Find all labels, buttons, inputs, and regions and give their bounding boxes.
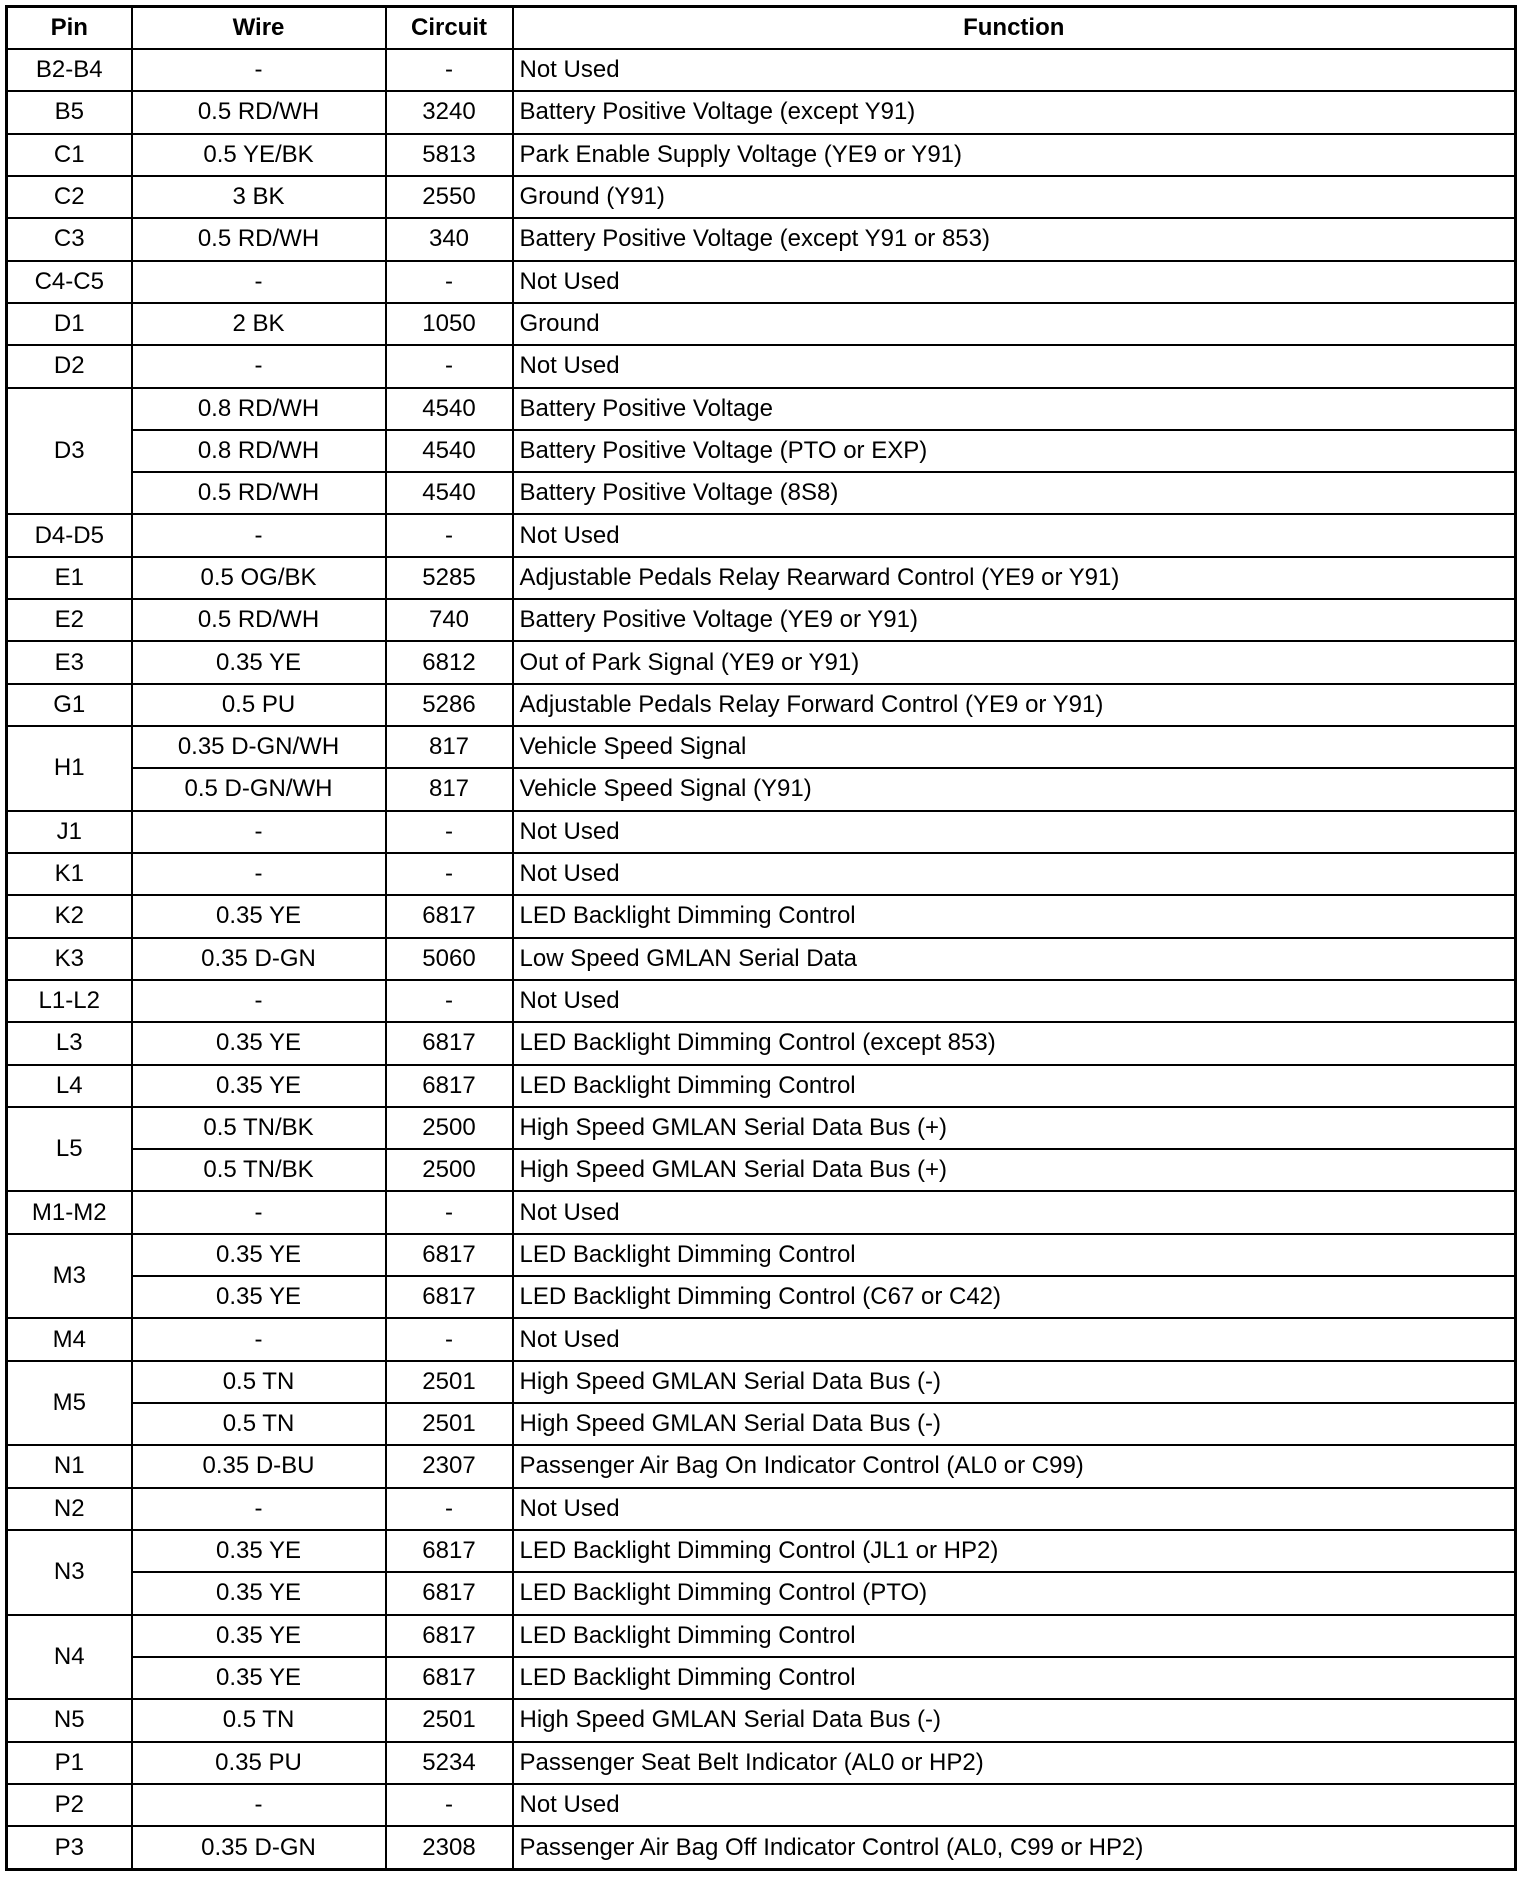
wire-cell: - <box>132 514 386 556</box>
table-row <box>7 261 1516 303</box>
function-cell: Low Speed GMLAN Serial Data <box>513 938 1516 980</box>
circuit-cell: - <box>386 853 513 895</box>
function-cell: LED Backlight Dimming Control <box>513 1065 1516 1107</box>
table-row <box>7 980 1516 1022</box>
wire-cell: 0.35 PU <box>132 1742 386 1784</box>
function-cell: Battery Positive Voltage (PTO or EXP) <box>513 430 1516 472</box>
circuit-cell: - <box>386 1318 513 1360</box>
wire-cell: 0.5 RD/WH <box>132 472 386 514</box>
circuit-cell: 817 <box>386 768 513 810</box>
table-row <box>7 895 1516 937</box>
pin-cell: M1-M2 <box>7 1191 132 1233</box>
wire-cell: 0.35 D-GN/WH <box>132 726 386 768</box>
pin-cell: P2 <box>7 1784 132 1826</box>
function-cell: High Speed GMLAN Serial Data Bus (+) <box>513 1149 1516 1191</box>
table-row <box>7 1488 1516 1530</box>
wire-cell: 0.35 YE <box>132 641 386 683</box>
function-cell: Passenger Air Bag On Indicator Control (AL0 or C99) <box>513 1445 1516 1487</box>
pin-cell: D4-D5 <box>7 514 132 556</box>
wire-cell: - <box>132 345 386 387</box>
wire-cell: - <box>132 49 386 91</box>
circuit-cell: 2501 <box>386 1361 513 1403</box>
function-cell: Not Used <box>513 853 1516 895</box>
wire-cell: - <box>132 853 386 895</box>
function-cell: High Speed GMLAN Serial Data Bus (+) <box>513 1107 1516 1149</box>
function-cell: Not Used <box>513 811 1516 853</box>
circuit-cell: 6817 <box>386 1022 513 1064</box>
table-row <box>7 1234 1516 1276</box>
pin-cell: D3 <box>7 388 132 515</box>
circuit-cell: 2307 <box>386 1445 513 1487</box>
function-cell: Vehicle Speed Signal <box>513 726 1516 768</box>
table-row <box>7 641 1516 683</box>
wire-cell: 0.35 YE <box>132 1657 386 1699</box>
function-cell: Battery Positive Voltage (YE9 or Y91) <box>513 599 1516 641</box>
table-row <box>7 768 1516 810</box>
pin-cell: H1 <box>7 726 132 811</box>
circuit-cell: 5813 <box>386 134 513 176</box>
wire-cell: 0.35 YE <box>132 1022 386 1064</box>
pin-cell: P3 <box>7 1826 132 1869</box>
function-cell: Not Used <box>513 514 1516 556</box>
circuit-cell: - <box>386 49 513 91</box>
circuit-cell: 4540 <box>386 472 513 514</box>
wire-cell: 0.5 RD/WH <box>132 91 386 133</box>
table-row <box>7 134 1516 176</box>
table-row <box>7 430 1516 472</box>
table-row <box>7 514 1516 556</box>
function-cell: LED Backlight Dimming Control (C67 or C42) <box>513 1276 1516 1318</box>
table-row <box>7 1445 1516 1487</box>
function-cell: Not Used <box>513 980 1516 1022</box>
wire-cell: - <box>132 1318 386 1360</box>
wire-cell: 0.8 RD/WH <box>132 430 386 472</box>
wire-cell: 0.5 TN <box>132 1699 386 1741</box>
function-cell: Battery Positive Voltage (8S8) <box>513 472 1516 514</box>
table-row <box>7 1191 1516 1233</box>
circuit-cell: - <box>386 1784 513 1826</box>
header-pin: Pin <box>7 7 132 50</box>
wire-cell: 2 BK <box>132 303 386 345</box>
pin-cell: P1 <box>7 1742 132 1784</box>
circuit-cell: 4540 <box>386 430 513 472</box>
circuit-cell: - <box>386 1191 513 1233</box>
circuit-cell: 5234 <box>386 1742 513 1784</box>
circuit-cell: 6817 <box>386 1276 513 1318</box>
header-circuit: Circuit <box>386 7 513 50</box>
circuit-cell: 6817 <box>386 1572 513 1614</box>
pin-cell: D1 <box>7 303 132 345</box>
pin-cell: M4 <box>7 1318 132 1360</box>
circuit-cell: 340 <box>386 218 513 260</box>
connector-pinout-table <box>5 5 1517 1871</box>
function-cell: Ground <box>513 303 1516 345</box>
pin-cell: C2 <box>7 176 132 218</box>
function-cell: Battery Positive Voltage (except Y91 or 853) <box>513 218 1516 260</box>
table-row <box>7 853 1516 895</box>
circuit-cell: 5285 <box>386 557 513 599</box>
wire-cell: - <box>132 1784 386 1826</box>
wire-cell: 0.35 YE <box>132 1572 386 1614</box>
circuit-cell: 2500 <box>386 1149 513 1191</box>
table-row <box>7 176 1516 218</box>
table-row <box>7 599 1516 641</box>
pin-cell: N2 <box>7 1488 132 1530</box>
circuit-cell: - <box>386 811 513 853</box>
table-row <box>7 1615 1516 1657</box>
table-row <box>7 1826 1516 1869</box>
function-cell: Not Used <box>513 1191 1516 1233</box>
wire-cell: 0.35 YE <box>132 1065 386 1107</box>
pin-cell: E2 <box>7 599 132 641</box>
circuit-cell: - <box>386 980 513 1022</box>
pin-cell: K2 <box>7 895 132 937</box>
function-cell: Vehicle Speed Signal (Y91) <box>513 768 1516 810</box>
function-cell: Out of Park Signal (YE9 or Y91) <box>513 641 1516 683</box>
pin-cell: L5 <box>7 1107 132 1192</box>
wire-cell: 0.5 TN <box>132 1361 386 1403</box>
circuit-cell: 6817 <box>386 1065 513 1107</box>
function-cell: Not Used <box>513 261 1516 303</box>
wire-cell: 3 BK <box>132 176 386 218</box>
wire-cell: 0.8 RD/WH <box>132 388 386 430</box>
circuit-cell: 1050 <box>386 303 513 345</box>
table-row <box>7 1276 1516 1318</box>
function-cell: Not Used <box>513 49 1516 91</box>
function-cell: Park Enable Supply Voltage (YE9 or Y91) <box>513 134 1516 176</box>
circuit-cell: 4540 <box>386 388 513 430</box>
function-cell: Adjustable Pedals Relay Rearward Control (YE9 or Y91) <box>513 557 1516 599</box>
pin-cell: K3 <box>7 938 132 980</box>
pin-cell: B5 <box>7 91 132 133</box>
table-row <box>7 1403 1516 1445</box>
wire-cell: 0.35 D-GN <box>132 938 386 980</box>
function-cell: LED Backlight Dimming Control (PTO) <box>513 1572 1516 1614</box>
table-row <box>7 388 1516 430</box>
wire-cell: 0.5 TN/BK <box>132 1149 386 1191</box>
pin-cell: G1 <box>7 684 132 726</box>
pin-cell: N1 <box>7 1445 132 1487</box>
circuit-cell: 6817 <box>386 1657 513 1699</box>
table-header-row <box>7 7 1516 50</box>
pin-cell: E1 <box>7 557 132 599</box>
function-cell: Not Used <box>513 1784 1516 1826</box>
function-cell: Battery Positive Voltage <box>513 388 1516 430</box>
header-wire: Wire <box>132 7 386 50</box>
circuit-cell: 817 <box>386 726 513 768</box>
function-cell: Passenger Air Bag Off Indicator Control (AL0, C99 or HP2) <box>513 1826 1516 1869</box>
wire-cell: 0.5 RD/WH <box>132 599 386 641</box>
table-row <box>7 1361 1516 1403</box>
wire-cell: 0.35 YE <box>132 1276 386 1318</box>
pin-cell: M3 <box>7 1234 132 1319</box>
function-cell: High Speed GMLAN Serial Data Bus (-) <box>513 1699 1516 1741</box>
table-row <box>7 345 1516 387</box>
table-row <box>7 1318 1516 1360</box>
circuit-cell: 6817 <box>386 895 513 937</box>
table-row <box>7 811 1516 853</box>
table-row <box>7 726 1516 768</box>
pin-cell: C1 <box>7 134 132 176</box>
circuit-cell: 2308 <box>386 1826 513 1869</box>
table-row <box>7 684 1516 726</box>
circuit-cell: 5286 <box>386 684 513 726</box>
circuit-cell: 2501 <box>386 1699 513 1741</box>
wire-cell: 0.5 RD/WH <box>132 218 386 260</box>
header-function: Function <box>513 7 1516 50</box>
wire-cell: - <box>132 811 386 853</box>
wire-cell: 0.5 YE/BK <box>132 134 386 176</box>
wire-cell: - <box>132 1488 386 1530</box>
function-cell: High Speed GMLAN Serial Data Bus (-) <box>513 1403 1516 1445</box>
function-cell: Not Used <box>513 345 1516 387</box>
pin-cell: L1-L2 <box>7 980 132 1022</box>
function-cell: LED Backlight Dimming Control (except 853) <box>513 1022 1516 1064</box>
table-row <box>7 1699 1516 1741</box>
wire-cell: 0.35 YE <box>132 1530 386 1572</box>
function-cell: LED Backlight Dimming Control <box>513 895 1516 937</box>
circuit-cell: 6817 <box>386 1234 513 1276</box>
circuit-cell: - <box>386 1488 513 1530</box>
table-row <box>7 91 1516 133</box>
wire-cell: 0.35 YE <box>132 1615 386 1657</box>
pin-cell: J1 <box>7 811 132 853</box>
circuit-cell: 6817 <box>386 1530 513 1572</box>
circuit-cell: 5060 <box>386 938 513 980</box>
table-row <box>7 557 1516 599</box>
wire-cell: 0.35 YE <box>132 1234 386 1276</box>
function-cell: LED Backlight Dimming Control <box>513 1234 1516 1276</box>
circuit-cell: 6812 <box>386 641 513 683</box>
pin-cell: D2 <box>7 345 132 387</box>
circuit-cell: 2500 <box>386 1107 513 1149</box>
pin-cell: N3 <box>7 1530 132 1615</box>
table-row <box>7 1149 1516 1191</box>
wire-cell: 0.35 YE <box>132 895 386 937</box>
function-cell: LED Backlight Dimming Control <box>513 1657 1516 1699</box>
function-cell: Adjustable Pedals Relay Forward Control (YE9 or Y91) <box>513 684 1516 726</box>
function-cell: LED Backlight Dimming Control (JL1 or HP2) <box>513 1530 1516 1572</box>
table-row <box>7 1530 1516 1572</box>
table-row <box>7 1572 1516 1614</box>
table-row <box>7 1107 1516 1149</box>
circuit-cell: 740 <box>386 599 513 641</box>
pin-cell: L4 <box>7 1065 132 1107</box>
table-row <box>7 49 1516 91</box>
wire-cell: - <box>132 1191 386 1233</box>
pin-cell: K1 <box>7 853 132 895</box>
function-cell: Passenger Seat Belt Indicator (AL0 or HP2) <box>513 1742 1516 1784</box>
table-row <box>7 1657 1516 1699</box>
circuit-cell: 3240 <box>386 91 513 133</box>
wire-cell: 0.35 D-BU <box>132 1445 386 1487</box>
pin-cell: C3 <box>7 218 132 260</box>
function-cell: Not Used <box>513 1488 1516 1530</box>
wire-cell: 0.5 TN/BK <box>132 1107 386 1149</box>
table-row <box>7 218 1516 260</box>
pin-cell: N5 <box>7 1699 132 1741</box>
circuit-cell: 6817 <box>386 1615 513 1657</box>
pin-cell: B2-B4 <box>7 49 132 91</box>
circuit-cell: 2550 <box>386 176 513 218</box>
table-row <box>7 1022 1516 1064</box>
function-cell: Battery Positive Voltage (except Y91) <box>513 91 1516 133</box>
table-row <box>7 938 1516 980</box>
table-body <box>7 49 1516 1870</box>
table-row <box>7 1065 1516 1107</box>
wire-cell: 0.5 PU <box>132 684 386 726</box>
pin-cell: E3 <box>7 641 132 683</box>
table-row <box>7 1742 1516 1784</box>
table-row <box>7 1784 1516 1826</box>
table-row <box>7 472 1516 514</box>
function-cell: Not Used <box>513 1318 1516 1360</box>
function-cell: LED Backlight Dimming Control <box>513 1615 1516 1657</box>
circuit-cell: - <box>386 345 513 387</box>
wire-cell: 0.5 TN <box>132 1403 386 1445</box>
wire-cell: - <box>132 261 386 303</box>
wire-cell: 0.5 D-GN/WH <box>132 768 386 810</box>
table-row <box>7 303 1516 345</box>
function-cell: High Speed GMLAN Serial Data Bus (-) <box>513 1361 1516 1403</box>
circuit-cell: 2501 <box>386 1403 513 1445</box>
circuit-cell: - <box>386 261 513 303</box>
wire-cell: 0.5 OG/BK <box>132 557 386 599</box>
pin-cell: C4-C5 <box>7 261 132 303</box>
circuit-cell: - <box>386 514 513 556</box>
wire-cell: 0.35 D-GN <box>132 1826 386 1869</box>
pin-cell: L3 <box>7 1022 132 1064</box>
function-cell: Ground (Y91) <box>513 176 1516 218</box>
pin-cell: M5 <box>7 1361 132 1446</box>
wire-cell: - <box>132 980 386 1022</box>
pin-cell: N4 <box>7 1615 132 1700</box>
